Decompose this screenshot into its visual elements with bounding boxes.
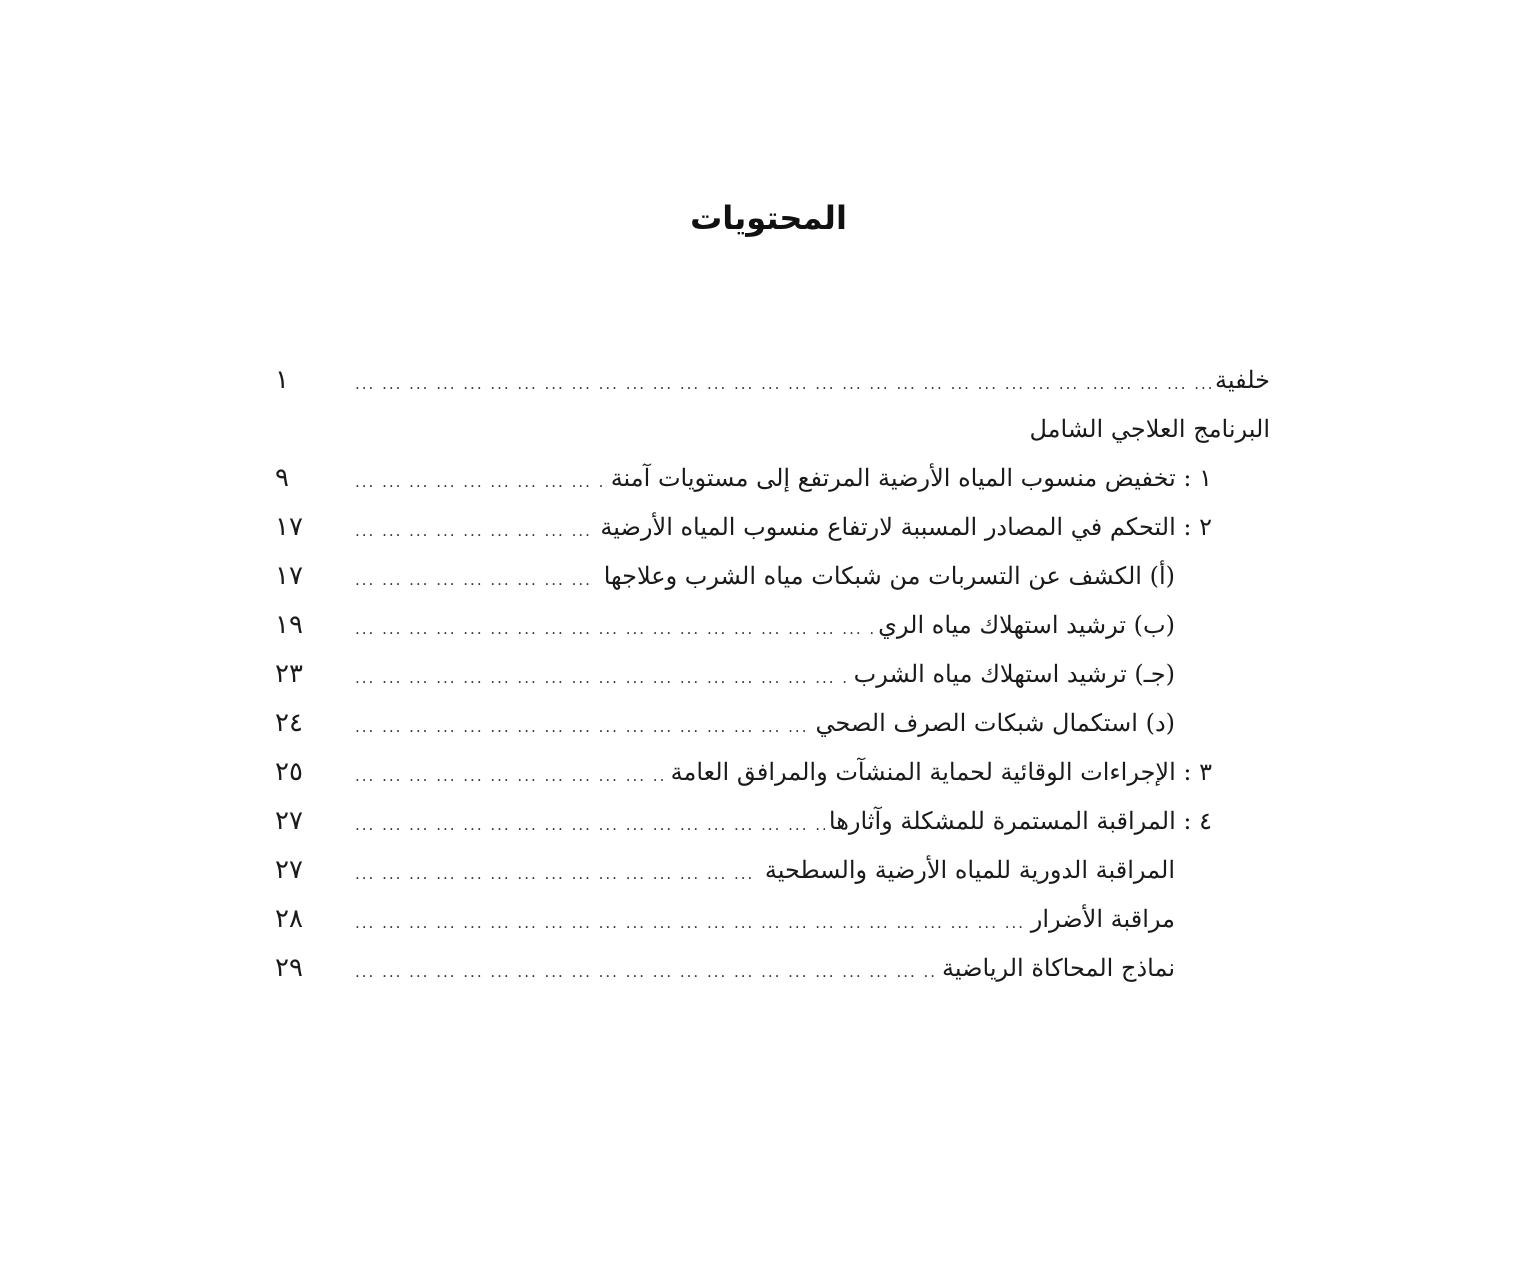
toc-entry	[275, 944, 1270, 993]
toc-entry-label: المراقبة الدورية للمياه الأرضية والسطحية	[764, 856, 1175, 884]
toc-entry-label: (ب) ترشيد استهلاك مياه الري	[878, 611, 1175, 639]
toc-page-number: ٢٤	[275, 708, 303, 738]
toc-entry	[275, 552, 1270, 601]
toc-entry	[275, 895, 1270, 944]
toc-entry	[275, 846, 1270, 895]
toc-entry	[275, 601, 1270, 650]
dot-leader	[355, 899, 1027, 948]
toc-entry	[275, 699, 1270, 748]
toc-entry	[275, 797, 1270, 846]
dot-leader	[355, 360, 1211, 409]
toc-entry	[275, 503, 1270, 552]
toc-section-heading	[275, 405, 1270, 454]
dot-leader	[355, 458, 607, 507]
toc-entry-label: ٢ : التحكم في المصادر المسببة لارتفاع منسوب المياه الأرضية	[600, 513, 1212, 541]
toc-page-number: ٢٥	[275, 757, 303, 787]
toc-page-number: ٢٧	[275, 855, 303, 885]
toc-entry-label: (جـ) ترشيد استهلاك مياه الشرب	[853, 660, 1175, 688]
table-of-contents	[275, 356, 1270, 1016]
dot-leader	[355, 801, 825, 850]
toc-entry-label: مراقبة الأضرار	[1030, 905, 1175, 933]
toc-entry-label: نماذج المحاكاة الرياضية	[942, 954, 1175, 982]
toc-entry-label: (أ) الكشف عن التسربات من شبكات مياه الشرب وعلاجها	[603, 562, 1175, 590]
dot-leader	[355, 850, 761, 899]
toc-page-number: ١٧	[275, 561, 303, 591]
dot-leader	[355, 605, 874, 654]
dot-leader	[355, 556, 600, 605]
dot-leader	[355, 948, 938, 997]
toc-entry-label: البرنامج العلاجي الشامل	[1029, 415, 1270, 443]
toc-entry	[275, 650, 1270, 699]
toc-entry	[275, 356, 1270, 405]
dot-leader	[355, 654, 850, 703]
toc-entry-label: (د) استكمال شبكات الصرف الصحي	[815, 709, 1175, 737]
toc-page-number: ٩	[275, 463, 289, 493]
toc-page-number: ٢٧	[275, 806, 303, 836]
toc-page-number: ٢٨	[275, 904, 303, 934]
toc-entry	[275, 454, 1270, 503]
toc-entry	[275, 748, 1270, 797]
toc-page-number: ١٩	[275, 610, 303, 640]
toc-entry-label: ٤ : المراقبة المستمرة للمشكلة وآثارها	[828, 807, 1212, 835]
toc-page-number: ١	[275, 365, 289, 395]
dot-leader	[355, 703, 811, 752]
dot-leader	[355, 752, 667, 801]
toc-page-number: ٢٣	[275, 659, 303, 689]
page-title: المحتويات	[690, 199, 847, 237]
toc-entry-label: خلفية	[1214, 366, 1270, 394]
dot-leader	[355, 507, 596, 556]
toc-page-number: ٢٩	[275, 953, 303, 983]
toc-entry-label: ٣ : الإجراءات الوقائية لحماية المنشآت والمرافق العامة	[670, 758, 1212, 786]
toc-page-number: ١٧	[275, 512, 303, 542]
toc-entry-label: ١ : تخفيض منسوب المياه الأرضية المرتفع إلى مستويات آمنة	[610, 464, 1212, 492]
